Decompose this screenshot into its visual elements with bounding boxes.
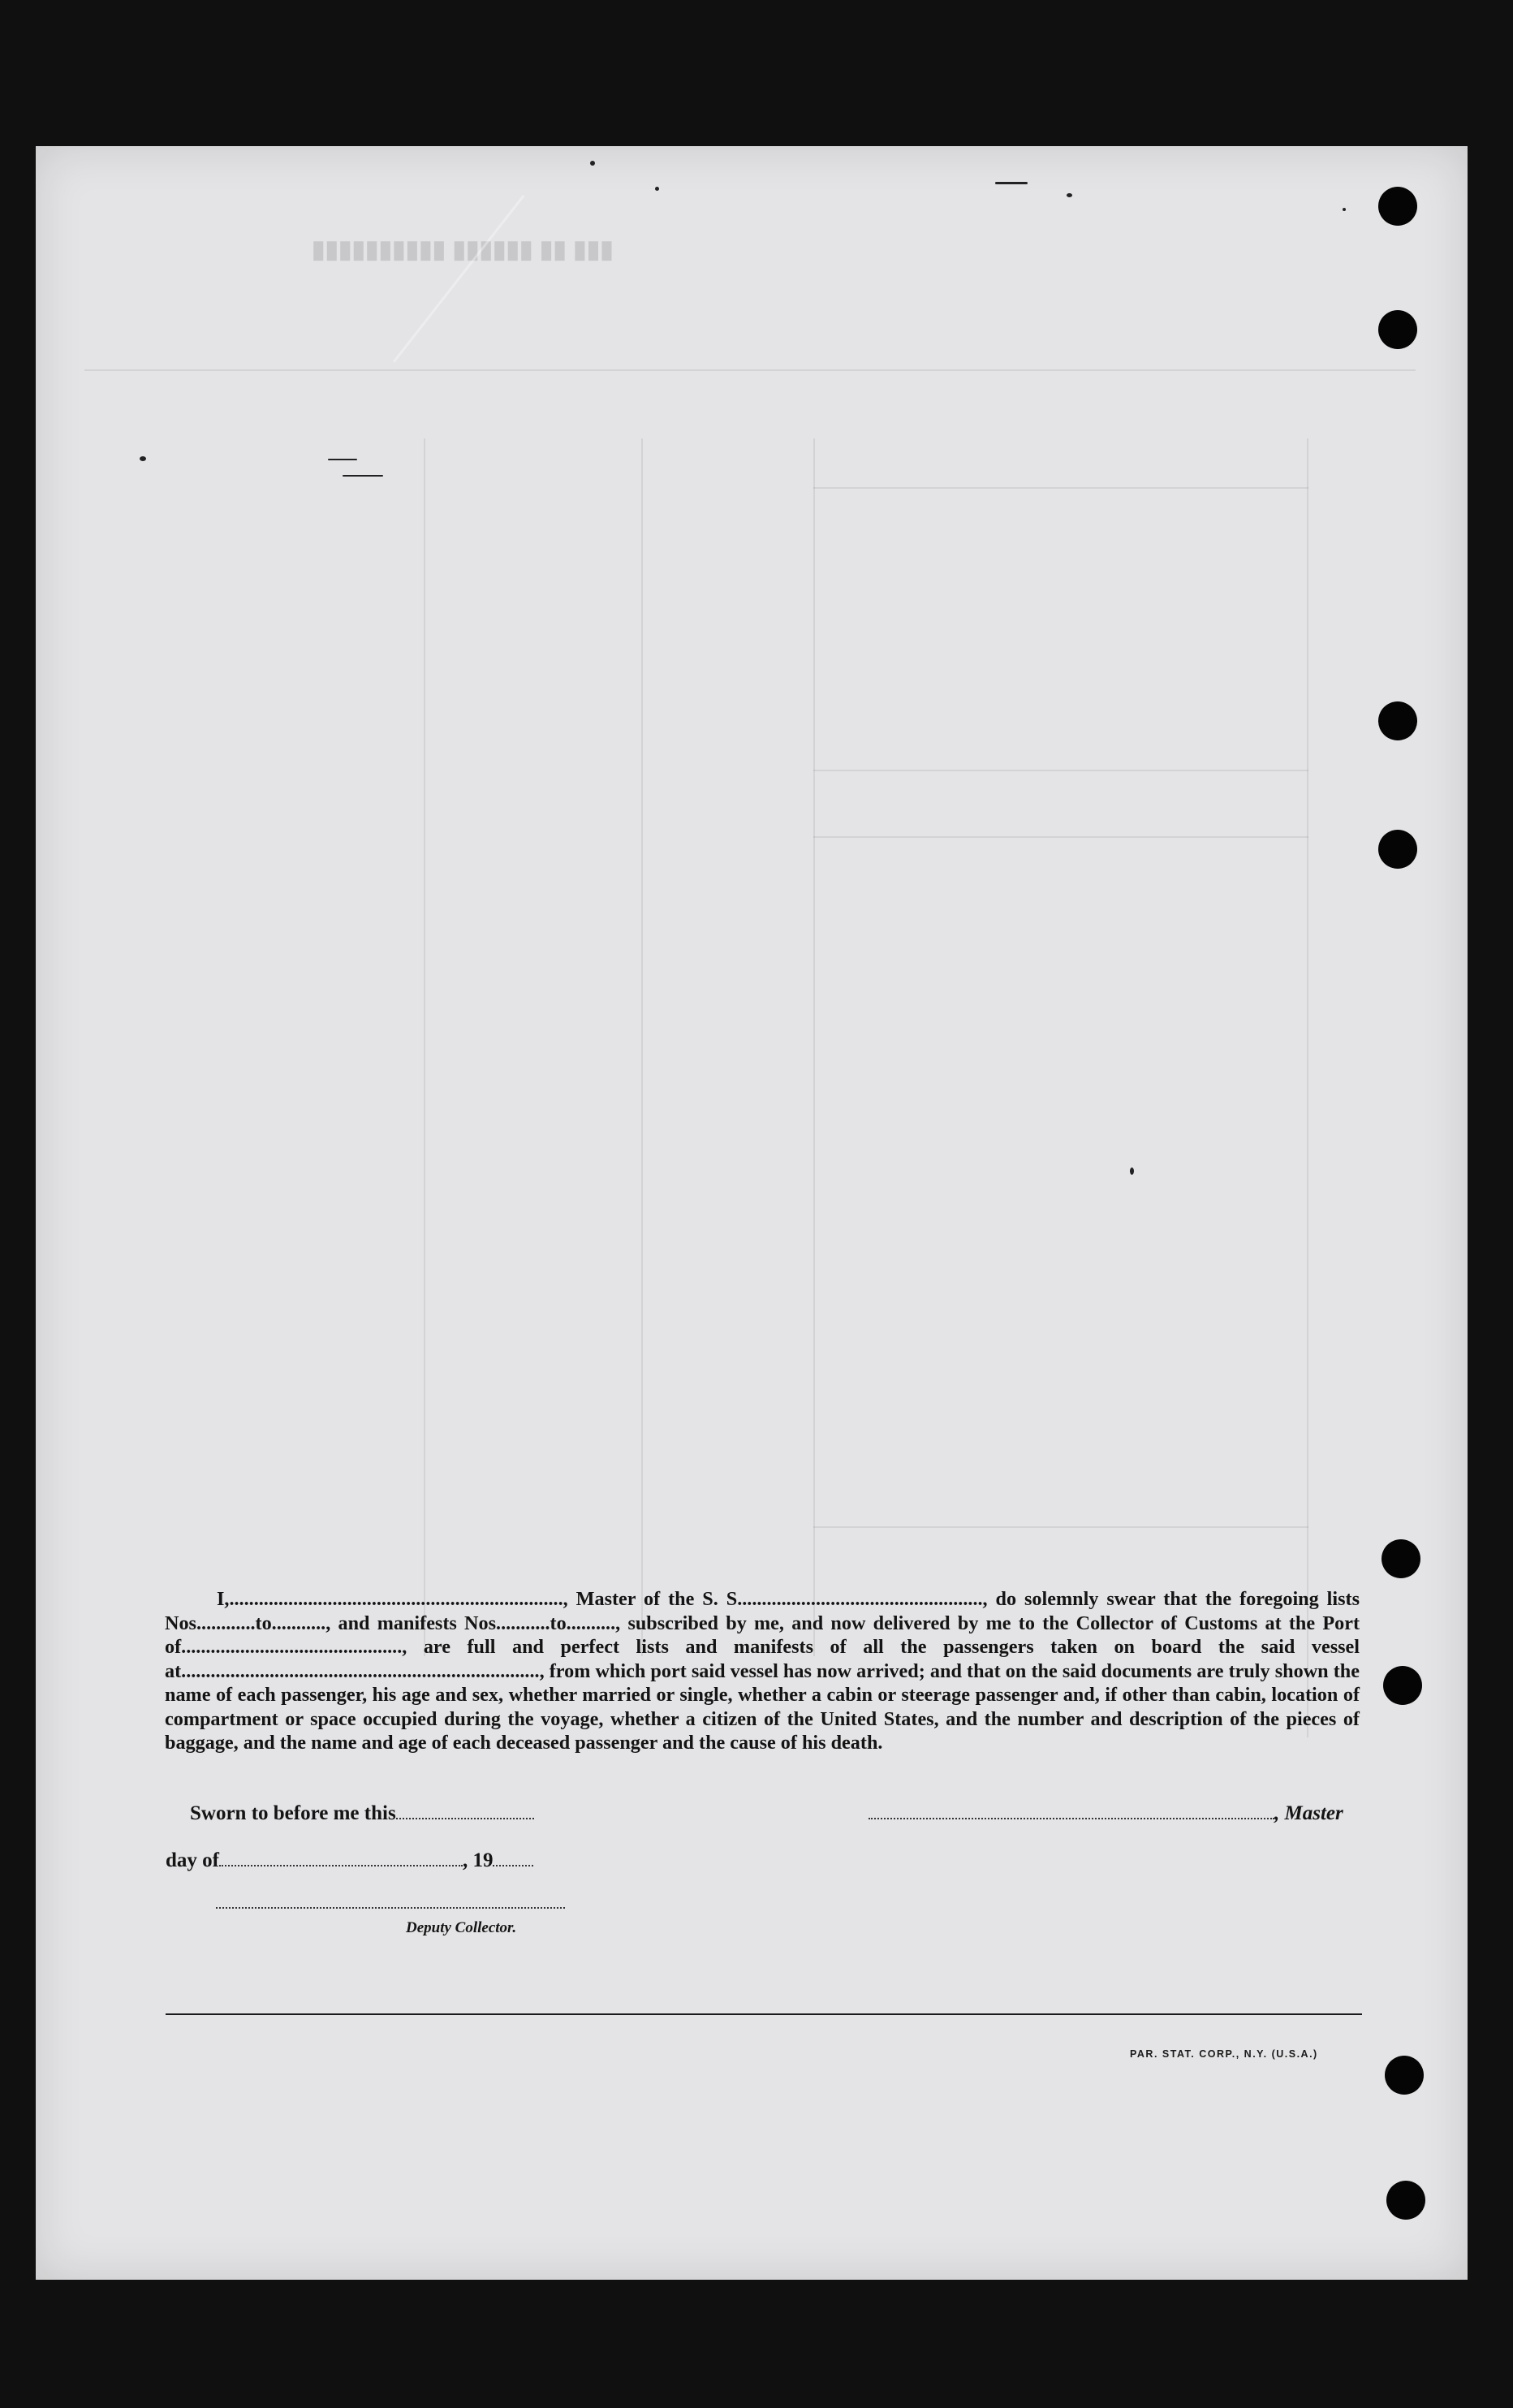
day-of-line bbox=[166, 1849, 533, 1872]
sworn-label: Sworn to before me this bbox=[190, 1802, 396, 1824]
oath-paragraph: I,...................................................................., Master of the S. S.................................................., do solemnly swear that the foregoing lists Nos............to..........., and manifests Nos...........to.........., subscribed by me, and now delivered by me to the Collector of Customs at the Port of............................................., are full and perfect lists and manifests of all the passengers taken on board the said vessel at........................................................................., from which port said vessel has now arrived; and that on the said documents are truly shown the name of each passenger, his age and sex, whether married or single, whether a cabin or steerage passenger and, if other than cabin, location of compartment or space occupied during the voyage, whether a citizen of the United States, and the number and description of the pieces of baggage, and the name and age of each deceased passenger and the cause of his death. bbox=[165, 1588, 1360, 1754]
master-signature-blank bbox=[869, 1803, 1274, 1819]
master-line bbox=[869, 1802, 1343, 1825]
speck bbox=[1130, 1167, 1134, 1175]
punch-hole bbox=[1378, 830, 1417, 869]
master-oath-text bbox=[165, 1587, 1360, 1755]
printer-imprint: PAR. STAT. CORP., N.Y. (U.S.A.) bbox=[1130, 2048, 1318, 2060]
ghost-col-rule bbox=[424, 438, 425, 1656]
day-blank bbox=[219, 1850, 463, 1866]
ghost-col-rule bbox=[641, 438, 643, 1656]
speck bbox=[328, 459, 357, 460]
deputy-line bbox=[216, 1892, 565, 1914]
sworn-line bbox=[190, 1802, 534, 1825]
punch-hole bbox=[1385, 2056, 1424, 2095]
speck bbox=[655, 187, 659, 191]
manifest-page bbox=[36, 146, 1468, 2280]
ghost-col-rule bbox=[813, 438, 815, 1656]
sworn-date-blank bbox=[396, 1803, 534, 1819]
ghost-col-rule bbox=[1307, 438, 1308, 1737]
day-of-label: day of bbox=[166, 1849, 219, 1871]
punch-hole bbox=[1382, 1539, 1420, 1578]
punch-hole bbox=[1378, 701, 1417, 740]
ghost-row-rule bbox=[813, 487, 1308, 489]
year-blank bbox=[493, 1850, 533, 1866]
ghost-heading: ▮▮▮ ▮▮ ▮▮▮▮▮▮ ▮▮▮▮▮▮▮▮▮▮ bbox=[312, 236, 614, 263]
punch-hole bbox=[1383, 1666, 1422, 1705]
speck bbox=[343, 475, 383, 477]
year-label: , 19 bbox=[462, 1849, 494, 1871]
speck bbox=[1067, 193, 1072, 197]
punch-hole bbox=[1378, 310, 1417, 349]
ghost-fold bbox=[393, 195, 524, 363]
ghost-row-rule bbox=[813, 770, 1308, 771]
punch-hole bbox=[1378, 187, 1417, 226]
ghost-row-rule bbox=[813, 1526, 1308, 1528]
speck bbox=[1343, 208, 1346, 211]
deputy-signature-blank bbox=[216, 1892, 565, 1909]
speck bbox=[995, 182, 1028, 184]
speck bbox=[590, 161, 595, 166]
ghost-header-rule bbox=[84, 369, 1416, 371]
bottom-rule bbox=[166, 2013, 1362, 2015]
ghost-row-rule bbox=[813, 836, 1308, 838]
deputy-collector-label: Deputy Collector. bbox=[406, 1919, 517, 1936]
speck bbox=[140, 456, 146, 461]
master-label: , Master bbox=[1274, 1802, 1343, 1824]
punch-hole bbox=[1386, 2181, 1425, 2220]
